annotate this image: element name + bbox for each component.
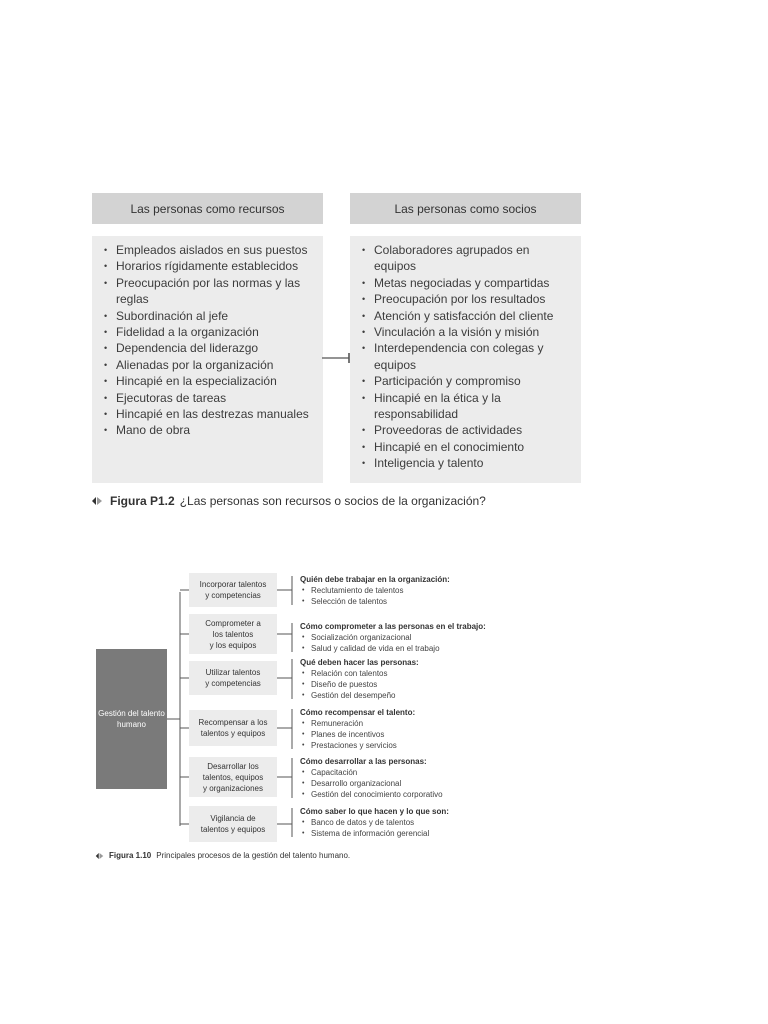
process-activity: • Relación con talentos: [300, 668, 530, 679]
process-activity: • Diseño de puestos: [300, 679, 530, 690]
partners-list-box: [350, 236, 581, 483]
figure-marker-icon: [91, 496, 103, 506]
process-question: Cómo desarrollar a las personas:: [300, 757, 427, 766]
partners-column: [350, 193, 581, 483]
process-activities: [300, 668, 530, 701]
figure-110-caption: [95, 851, 350, 860]
list-item: • Hincapié en el conocimiento: [360, 439, 573, 455]
list-item: • Hincapié en la ética y la responsabilidad: [360, 390, 573, 423]
process-description: [300, 657, 530, 701]
process-question: Quién debe trabajar en la organización:: [300, 575, 450, 584]
process-activity: • Sistema de información gerencial: [300, 828, 530, 839]
list-item: • Hincapié en la especialización: [102, 373, 315, 389]
process-description: [300, 574, 530, 607]
figure-caption-text: ¿Las personas son recursos o socios de la organización?: [179, 494, 486, 508]
process-box: Comprometer a los talentos y los equipos: [189, 614, 277, 654]
list-item: • Empleados aislados en sus puestos: [102, 242, 315, 258]
process-box: Desarrollar los talentos, equipos y organizaciones: [189, 757, 277, 797]
process-activities: [300, 767, 530, 800]
process-activity: • Gestión del conocimiento corporativo: [300, 789, 530, 800]
resources-header: Las personas como recursos: [92, 193, 323, 224]
process-description: [300, 707, 530, 751]
list-item: • Colaboradores agrupados en equipos: [360, 242, 573, 275]
figure-label: Figura 1.10: [109, 851, 152, 860]
process-activity: • Remuneración: [300, 718, 530, 729]
process-box: Incorporar talentos y competencias: [189, 573, 277, 607]
resources-list: [102, 242, 315, 439]
list-item: • Metas negociadas y compartidas: [360, 275, 573, 291]
process-activity: • Prestaciones y servicios: [300, 740, 530, 751]
list-item: • Atención y satisfacción del cliente: [360, 308, 573, 324]
process-box: Utilizar talentos y competencias: [189, 661, 277, 695]
process-description: [300, 621, 530, 654]
process-description: [300, 806, 530, 839]
process-description: [300, 756, 530, 800]
list-item: • Horarios rígidamente establecidos: [102, 258, 315, 274]
figure-caption-text: Principales procesos de la gestión del talento humano.: [156, 851, 351, 860]
process-activities: [300, 632, 530, 654]
list-item: • Proveedoras de actividades: [360, 422, 573, 438]
list-item: • Subordinación al jefe: [102, 308, 315, 324]
figure-label: Figura P1.2: [110, 494, 175, 508]
process-activities: [300, 817, 530, 839]
process-activity: • Socialización organizacional: [300, 632, 530, 643]
process-activity: • Reclutamiento de talentos: [300, 585, 530, 596]
process-box: Vigilancia de talentos y equipos: [189, 806, 277, 842]
figure-p12-caption: [91, 494, 486, 508]
partners-header: Las personas como socios: [350, 193, 581, 224]
list-item: • Interdependencia con colegas y equipos: [360, 340, 573, 373]
list-item: • Participación y compromiso: [360, 373, 573, 389]
resources-list-box: [92, 236, 323, 483]
transition-arrow: [322, 352, 352, 364]
resources-column: [92, 193, 323, 483]
process-activity: • Planes de incentivos: [300, 729, 530, 740]
list-item: • Fidelidad a la organización: [102, 324, 315, 340]
process-question: Cómo recompensar el talento:: [300, 708, 416, 717]
process-activity: • Salud y calidad de vida en el trabajo: [300, 643, 530, 654]
process-activities: [300, 718, 530, 751]
process-activity: • Banco de datos y de talentos: [300, 817, 530, 828]
list-item: • Dependencia del liderazgo: [102, 340, 315, 356]
talent-management-root: Gestión del talento humano: [96, 649, 167, 789]
list-item: • Alienadas por la organización: [102, 357, 315, 373]
list-item: • Hincapié en las destrezas manuales: [102, 406, 315, 422]
process-activity: • Gestión del desempeño: [300, 690, 530, 701]
list-item: • Preocupación por las normas y las reglas: [102, 275, 315, 308]
partners-list: [360, 242, 573, 472]
process-activities: [300, 585, 530, 607]
process-activity: • Selección de talentos: [300, 596, 530, 607]
process-activity: • Capacitación: [300, 767, 530, 778]
process-question: Qué deben hacer las personas:: [300, 658, 419, 667]
figure-marker-icon: [95, 852, 104, 860]
process-box: Recompensar a los talentos y equipos: [189, 710, 277, 746]
process-activity: • Desarrollo organizacional: [300, 778, 530, 789]
process-question: Cómo comprometer a las personas en el trabajo:: [300, 622, 486, 631]
list-item: • Mano de obra: [102, 422, 315, 438]
list-item: • Vinculación a la visión y misión: [360, 324, 573, 340]
list-item: • Preocupación por los resultados: [360, 291, 573, 307]
process-question: Cómo saber lo que hacen y lo que son:: [300, 807, 449, 816]
list-item: • Ejecutoras de tareas: [102, 390, 315, 406]
list-item: • Inteligencia y talento: [360, 455, 573, 471]
